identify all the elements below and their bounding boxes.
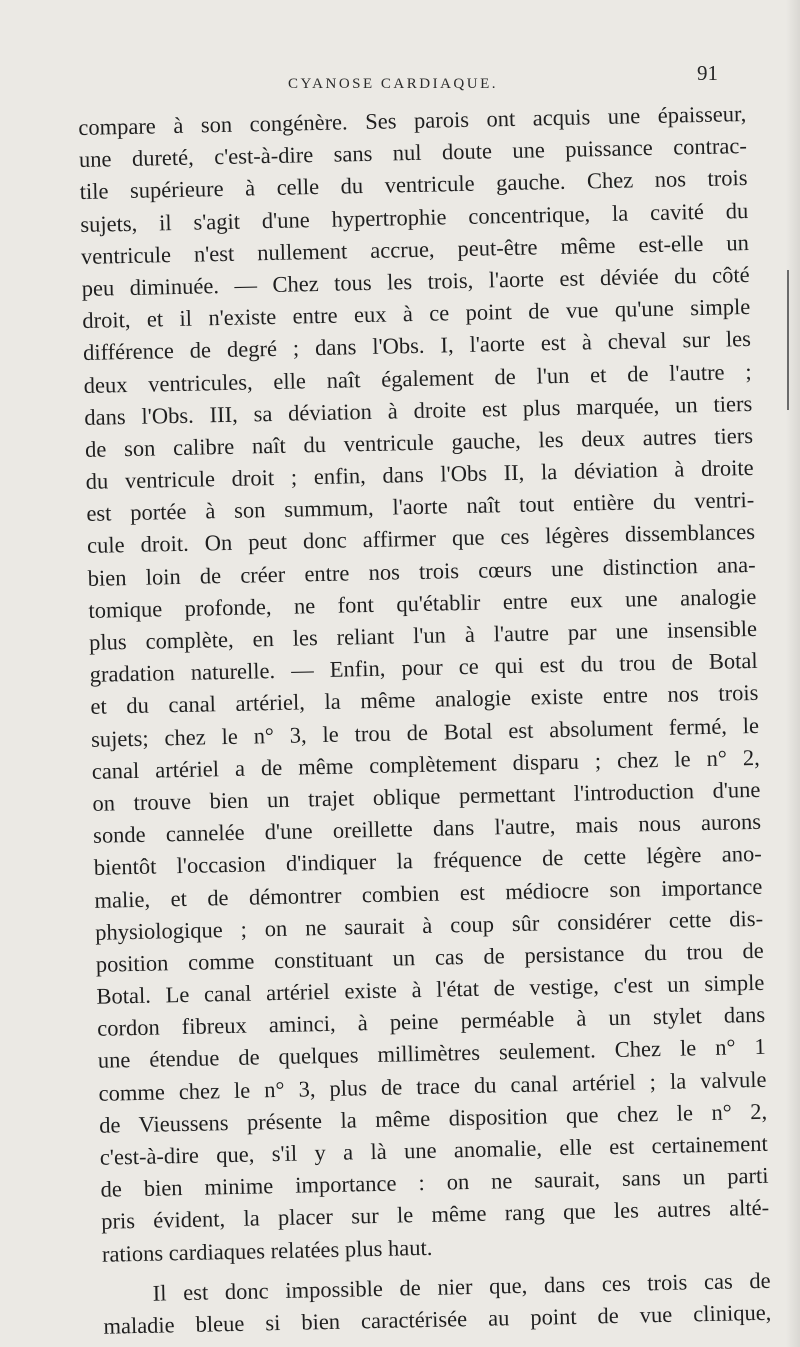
text-line: sonde cannelée d'une oreillette dans l'autre, mais nous aurons [92, 808, 762, 848]
text-line: plus complète, en les reliant l'un à l'autre par une insensible [88, 615, 758, 655]
text-line: deux ventricules, elle naît également de l'un et de l'autre ; [83, 358, 752, 398]
text-line: dans l'Obs. III, sa déviation à droite est plus marquée, un tiers [84, 390, 753, 430]
body-text [78, 98, 772, 1343]
text-line: comme chez le n° 3, plus de trace du canal artériel ; la valvule [98, 1066, 767, 1106]
text-line: pris évident, la placer sur le même rang que les autres alté- [100, 1195, 770, 1235]
text-line: physiologique ; on ne saurait à coup sûr considérer cette dis- [94, 905, 764, 945]
text-line: de bien minime importance : on ne saurait, sans un parti [100, 1162, 769, 1202]
text-line: droit, et il n'existe entre eux à ce point de vue qu'une simple [82, 294, 751, 334]
page-number: 91 [697, 61, 718, 85]
text-line: malie, et de démontrer combien est médiocre son importance [94, 873, 763, 913]
text-line: on trouve bien un trajet oblique permettant l'introduction d'une [92, 776, 761, 816]
text-line: une étendue de quelques millimètres seulement. Chez le n° 1 [97, 1034, 766, 1074]
text-line: bientôt l'occasion d'indiquer la fréquence de cette légère ano- [93, 841, 762, 881]
text-line: rations cardiaques relatées plus haut. [101, 1234, 433, 1267]
text-line: de son calibre naît du ventricule gauche, les deux autres tiers [84, 422, 754, 462]
text-line: bien loin de créer entre nos trois cœurs une distinction ana- [87, 551, 756, 591]
text-line: c'est-à-dire que, s'il y a là une anomalie, elle est certainement [99, 1130, 769, 1170]
text-line: tile supérieure à celle du ventricule gauche. Chez nos trois [79, 165, 748, 205]
text-line: du ventricule droit ; enfin, dans l'Obs II, la déviation à droite [85, 454, 754, 494]
text-line: une dureté, c'est-à-dire sans nul doute une puissance contrac- [78, 133, 748, 173]
paragraph [102, 1265, 771, 1343]
text-line: sujets, il s'agit d'une hypertrophie concentrique, la cavité du [80, 197, 749, 237]
running-head: CYANOSE CARDIAQUE. [288, 76, 499, 92]
text-line: cule droit. On peut donc affirmer que ces légères dissemblances [86, 519, 756, 559]
text-line: gradation naturelle. — Enfin, pour ce qui est du trou de Botal [89, 648, 758, 688]
page-edge-shadow [786, 0, 800, 1347]
text-line: de Vieussens présente la même disposition que chez le n° 2, [98, 1098, 768, 1138]
text-line: sujets; chez le n° 3, le trou de Botal est absolument fermé, le [90, 712, 760, 752]
text-line: cordon fibreux aminci, à peine perméable à un stylet dans [96, 1002, 766, 1042]
text-line: Botal. Le canal artériel existe à l'état de vestige, c'est un simple [96, 969, 765, 1009]
text-line: ventricule n'est nullement accrue, peut-être même est-elle un [80, 229, 750, 269]
text-line: et du canal artériel, la même analogie existe entre nos trois [90, 680, 759, 720]
text-line: peu diminuée. — Chez tous les trois, l'aorte est déviée du côté [81, 261, 750, 301]
paragraph [78, 98, 770, 1270]
text-line: position comme constituant un cas de persistance du trou de [95, 937, 764, 977]
text-line: maladie bleue si bien caractérisée au point de vue clinique, [103, 1299, 772, 1339]
text-line: Il est donc impossible de nier que, dans ces trois cas de [152, 1267, 771, 1306]
text-line: compare à son congénère. Ses parois ont acquis une épaisseur, [78, 101, 747, 140]
text-line: canal artériel a de même complètement disparu ; chez le n° 2, [91, 744, 760, 784]
text-line: tomique profonde, ne font qu'établir entre eux une analogie [88, 583, 757, 623]
text-line: différence de degré ; dans l'Obs. I, l'aorte est à cheval sur les [82, 326, 752, 366]
margin-mark [787, 270, 789, 410]
text-line: est portée à son summum, l'aorte naît tout entière du ventri- [86, 487, 755, 527]
